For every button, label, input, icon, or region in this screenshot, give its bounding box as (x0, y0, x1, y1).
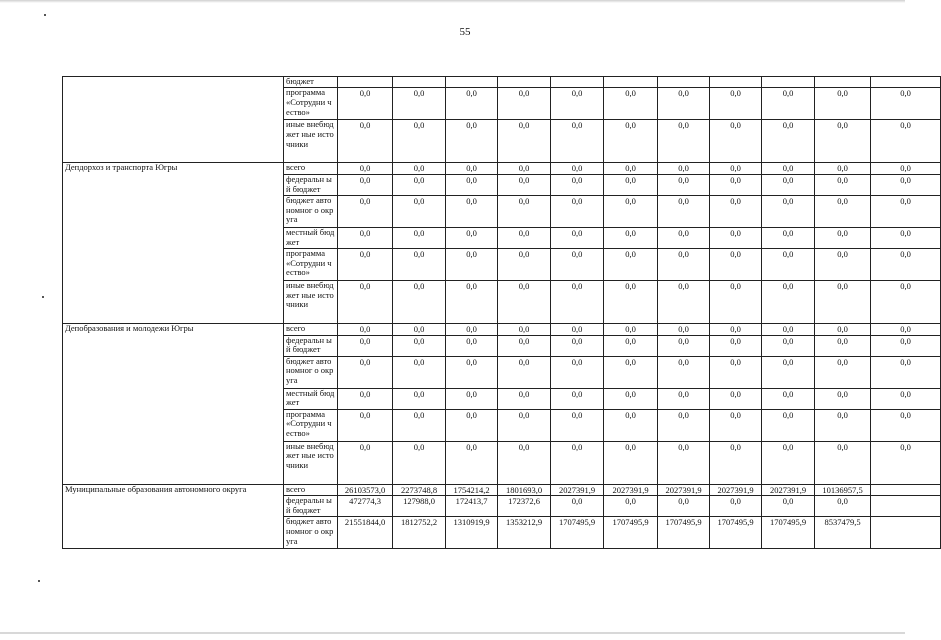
value-cell: 0,0 (551, 163, 604, 175)
value-cell: 0,0 (710, 174, 762, 195)
value-cell: 0,0 (815, 120, 871, 163)
value-cell: 0,0 (338, 323, 393, 335)
value-cell: 0,0 (815, 356, 871, 388)
value-cell: 0,0 (446, 335, 498, 356)
value-cell: 0,0 (551, 388, 604, 409)
funding-source-cell: бюджет автономног о округа (284, 517, 338, 549)
value-cell: 0,0 (871, 323, 941, 335)
value-cell: 0,0 (338, 163, 393, 175)
value-cell: 0,0 (393, 120, 446, 163)
value-cell: 0,0 (604, 195, 658, 227)
value-cell: 1707495,9 (762, 517, 815, 549)
value-cell: 0,0 (393, 174, 446, 195)
value-cell: 0,0 (498, 227, 551, 248)
value-cell: 1754214,2 (446, 484, 498, 496)
value-cell: 0,0 (446, 174, 498, 195)
value-cell: 0,0 (762, 441, 815, 484)
value-cell: 0,0 (498, 174, 551, 195)
organization-cell (63, 77, 284, 163)
value-cell: 0,0 (710, 280, 762, 323)
value-cell: 172372,6 (498, 496, 551, 517)
table-row (63, 484, 941, 496)
value-cell: 172413,7 (446, 496, 498, 517)
value-cell: 0,0 (762, 496, 815, 517)
value-cell: 0,0 (604, 409, 658, 441)
value-cell: 0,0 (446, 248, 498, 280)
funding-source-cell: федеральн ый бюджет (284, 174, 338, 195)
value-cell: 0,0 (871, 441, 941, 484)
table-row (63, 163, 941, 175)
value-cell: 0,0 (871, 280, 941, 323)
funding-source-cell: бюджет автономног о округа (284, 195, 338, 227)
value-cell (815, 77, 871, 88)
funding-source-cell: программа «Сотрудни чество» (284, 248, 338, 280)
organization-cell: Депдорхоз и транспорта Югры (63, 163, 284, 324)
value-cell: 0,0 (551, 227, 604, 248)
value-cell: 0,0 (338, 280, 393, 323)
value-cell: 1707495,9 (710, 517, 762, 549)
value-cell: 1812752,2 (393, 517, 446, 549)
value-cell: 0,0 (393, 356, 446, 388)
value-cell: 0,0 (338, 195, 393, 227)
value-cell: 2027391,9 (710, 484, 762, 496)
value-cell: 0,0 (710, 388, 762, 409)
value-cell: 0,0 (393, 248, 446, 280)
value-cell: 1707495,9 (551, 517, 604, 549)
value-cell (762, 77, 815, 88)
value-cell: 0,0 (551, 409, 604, 441)
value-cell: 0,0 (498, 388, 551, 409)
value-cell: 0,0 (871, 248, 941, 280)
value-cell (393, 77, 446, 88)
value-cell: 0,0 (762, 388, 815, 409)
value-cell: 8537479,5 (815, 517, 871, 549)
value-cell: 0,0 (446, 120, 498, 163)
value-cell: 0,0 (658, 323, 710, 335)
value-cell: 0,0 (815, 409, 871, 441)
value-cell: 0,0 (551, 496, 604, 517)
value-cell (604, 77, 658, 88)
value-cell (551, 77, 604, 88)
value-cell: 0,0 (604, 323, 658, 335)
value-cell: 0,0 (762, 227, 815, 248)
value-cell: 0,0 (604, 356, 658, 388)
value-cell (658, 77, 710, 88)
value-cell: 0,0 (871, 388, 941, 409)
value-cell: 0,0 (393, 323, 446, 335)
value-cell: 0,0 (871, 356, 941, 388)
value-cell: 0,0 (393, 280, 446, 323)
value-cell: 0,0 (710, 441, 762, 484)
value-cell: 0,0 (338, 88, 393, 120)
value-cell: 0,0 (710, 163, 762, 175)
value-cell: 0,0 (815, 323, 871, 335)
value-cell: 472774,3 (338, 496, 393, 517)
value-cell: 0,0 (338, 356, 393, 388)
value-cell: 0,0 (710, 195, 762, 227)
value-cell: 0,0 (338, 388, 393, 409)
value-cell: 0,0 (498, 280, 551, 323)
value-cell: 0,0 (871, 195, 941, 227)
value-cell (446, 77, 498, 88)
value-cell (338, 77, 393, 88)
value-cell: 0,0 (710, 120, 762, 163)
value-cell: 0,0 (551, 88, 604, 120)
value-cell: 0,0 (498, 323, 551, 335)
value-cell: 0,0 (710, 248, 762, 280)
value-cell: 0,0 (393, 195, 446, 227)
funding-source-cell: программа «Сотрудни чество» (284, 88, 338, 120)
value-cell: 0,0 (498, 335, 551, 356)
value-cell: 0,0 (551, 323, 604, 335)
value-cell: 0,0 (446, 195, 498, 227)
value-cell: 0,0 (871, 227, 941, 248)
value-cell: 21551844,0 (338, 517, 393, 549)
value-cell (498, 77, 551, 88)
value-cell: 0,0 (710, 356, 762, 388)
value-cell: 0,0 (658, 195, 710, 227)
value-cell: 1707495,9 (658, 517, 710, 549)
value-cell: 0,0 (604, 248, 658, 280)
value-cell: 2027391,9 (604, 484, 658, 496)
value-cell: 0,0 (551, 174, 604, 195)
value-cell: 0,0 (762, 280, 815, 323)
value-cell: 0,0 (604, 335, 658, 356)
value-cell: 0,0 (551, 335, 604, 356)
value-cell: 0,0 (446, 409, 498, 441)
value-cell: 0,0 (393, 409, 446, 441)
value-cell: 0,0 (446, 163, 498, 175)
value-cell: 0,0 (762, 163, 815, 175)
value-cell (871, 77, 941, 88)
value-cell: 0,0 (658, 120, 710, 163)
value-cell: 0,0 (762, 88, 815, 120)
value-cell: 0,0 (815, 441, 871, 484)
value-cell: 0,0 (551, 356, 604, 388)
value-cell: 0,0 (658, 409, 710, 441)
value-cell: 0,0 (658, 280, 710, 323)
value-cell: 0,0 (498, 356, 551, 388)
value-cell: 0,0 (498, 88, 551, 120)
value-cell: 0,0 (551, 280, 604, 323)
value-cell: 0,0 (338, 227, 393, 248)
value-cell: 0,0 (446, 88, 498, 120)
table-row (63, 77, 941, 88)
value-cell: 0,0 (551, 120, 604, 163)
value-cell: 0,0 (338, 409, 393, 441)
value-cell: 0,0 (338, 335, 393, 356)
value-cell: 0,0 (393, 88, 446, 120)
value-cell: 0,0 (604, 388, 658, 409)
value-cell: 0,0 (658, 335, 710, 356)
value-cell: 2027391,9 (658, 484, 710, 496)
value-cell: 0,0 (815, 195, 871, 227)
funding-source-cell: всего (284, 484, 338, 496)
value-cell: 0,0 (338, 174, 393, 195)
scan-speck (38, 580, 40, 582)
value-cell: 0,0 (658, 388, 710, 409)
value-cell: 0,0 (710, 88, 762, 120)
value-cell: 0,0 (710, 335, 762, 356)
funding-source-cell: местный бюджет (284, 388, 338, 409)
value-cell: 0,0 (498, 248, 551, 280)
page-number: 55 (459, 26, 471, 38)
value-cell: 0,0 (871, 174, 941, 195)
budget-table (62, 76, 941, 549)
value-cell: 0,0 (815, 248, 871, 280)
value-cell (871, 517, 941, 549)
table-row (63, 323, 941, 335)
value-cell: 0,0 (604, 163, 658, 175)
value-cell: 0,0 (393, 163, 446, 175)
value-cell: 0,0 (338, 120, 393, 163)
value-cell: 0,0 (498, 163, 551, 175)
funding-source-cell: бюджет автономног о округа (284, 356, 338, 388)
value-cell: 1801693,0 (498, 484, 551, 496)
value-cell: 0,0 (551, 248, 604, 280)
funding-source-cell: иные внебюджет ные источники (284, 280, 338, 323)
value-cell: 2027391,9 (762, 484, 815, 496)
scan-speck (42, 296, 44, 298)
value-cell: 0,0 (762, 323, 815, 335)
funding-source-cell: иные внебюджет ные источники (284, 120, 338, 163)
funding-source-cell: федеральн ый бюджет (284, 496, 338, 517)
value-cell: 0,0 (871, 88, 941, 120)
value-cell: 0,0 (338, 441, 393, 484)
value-cell: 0,0 (393, 441, 446, 484)
funding-source-cell: всего (284, 323, 338, 335)
funding-source-cell: бюджет (284, 77, 338, 88)
value-cell: 0,0 (815, 227, 871, 248)
value-cell: 0,0 (551, 441, 604, 484)
value-cell: 0,0 (710, 496, 762, 517)
value-cell: 0,0 (446, 227, 498, 248)
value-cell (871, 496, 941, 517)
value-cell: 0,0 (604, 174, 658, 195)
funding-source-cell: всего (284, 163, 338, 175)
value-cell: 0,0 (446, 441, 498, 484)
value-cell: 0,0 (762, 335, 815, 356)
value-cell: 0,0 (762, 195, 815, 227)
value-cell: 0,0 (762, 120, 815, 163)
value-cell: 0,0 (604, 441, 658, 484)
value-cell: 0,0 (604, 280, 658, 323)
value-cell: 26103573,0 (338, 484, 393, 496)
value-cell: 0,0 (871, 163, 941, 175)
funding-source-cell: иные внебюджет ные источники (284, 441, 338, 484)
value-cell: 2273748,8 (393, 484, 446, 496)
value-cell: 0,0 (815, 335, 871, 356)
value-cell: 0,0 (710, 227, 762, 248)
value-cell: 0,0 (393, 388, 446, 409)
value-cell: 0,0 (604, 88, 658, 120)
value-cell: 0,0 (815, 496, 871, 517)
value-cell: 0,0 (762, 248, 815, 280)
value-cell: 0,0 (393, 227, 446, 248)
value-cell: 0,0 (871, 120, 941, 163)
value-cell (871, 484, 941, 496)
value-cell: 0,0 (604, 496, 658, 517)
value-cell: 0,0 (551, 195, 604, 227)
value-cell: 0,0 (393, 335, 446, 356)
value-cell: 0,0 (446, 356, 498, 388)
value-cell: 127988,0 (393, 496, 446, 517)
value-cell: 0,0 (658, 88, 710, 120)
value-cell: 0,0 (604, 227, 658, 248)
value-cell: 0,0 (658, 174, 710, 195)
value-cell: 0,0 (658, 248, 710, 280)
value-cell: 0,0 (762, 409, 815, 441)
value-cell: 2027391,9 (551, 484, 604, 496)
value-cell: 0,0 (446, 388, 498, 409)
value-cell: 0,0 (604, 120, 658, 163)
value-cell: 0,0 (658, 227, 710, 248)
value-cell: 0,0 (446, 280, 498, 323)
value-cell: 0,0 (658, 496, 710, 517)
value-cell: 0,0 (815, 163, 871, 175)
scan-speck (44, 14, 46, 16)
value-cell: 10136957,5 (815, 484, 871, 496)
value-cell: 0,0 (446, 323, 498, 335)
value-cell: 0,0 (871, 335, 941, 356)
value-cell: 0,0 (762, 356, 815, 388)
value-cell: 0,0 (658, 441, 710, 484)
value-cell: 0,0 (658, 356, 710, 388)
organization-cell: Муниципальные образования автономного округа (63, 484, 284, 549)
organization-cell: Депобразования и молодежи Югры (63, 323, 284, 484)
value-cell (710, 77, 762, 88)
value-cell: 0,0 (710, 409, 762, 441)
value-cell: 0,0 (498, 441, 551, 484)
funding-source-cell: федеральн ый бюджет (284, 335, 338, 356)
funding-source-cell: программа «Сотрудни чество» (284, 409, 338, 441)
scan-edge-bottom (0, 632, 905, 634)
value-cell: 1310919,9 (446, 517, 498, 549)
value-cell: 0,0 (762, 174, 815, 195)
value-cell: 0,0 (498, 409, 551, 441)
funding-source-cell: местный бюджет (284, 227, 338, 248)
value-cell: 0,0 (871, 409, 941, 441)
value-cell: 1707495,9 (604, 517, 658, 549)
value-cell: 0,0 (498, 195, 551, 227)
value-cell: 0,0 (815, 280, 871, 323)
value-cell: 0,0 (710, 323, 762, 335)
value-cell: 0,0 (815, 388, 871, 409)
value-cell: 0,0 (658, 163, 710, 175)
value-cell: 0,0 (815, 174, 871, 195)
value-cell: 1353212,9 (498, 517, 551, 549)
value-cell: 0,0 (338, 248, 393, 280)
value-cell: 0,0 (815, 88, 871, 120)
scan-edge-top (0, 0, 905, 3)
value-cell: 0,0 (498, 120, 551, 163)
